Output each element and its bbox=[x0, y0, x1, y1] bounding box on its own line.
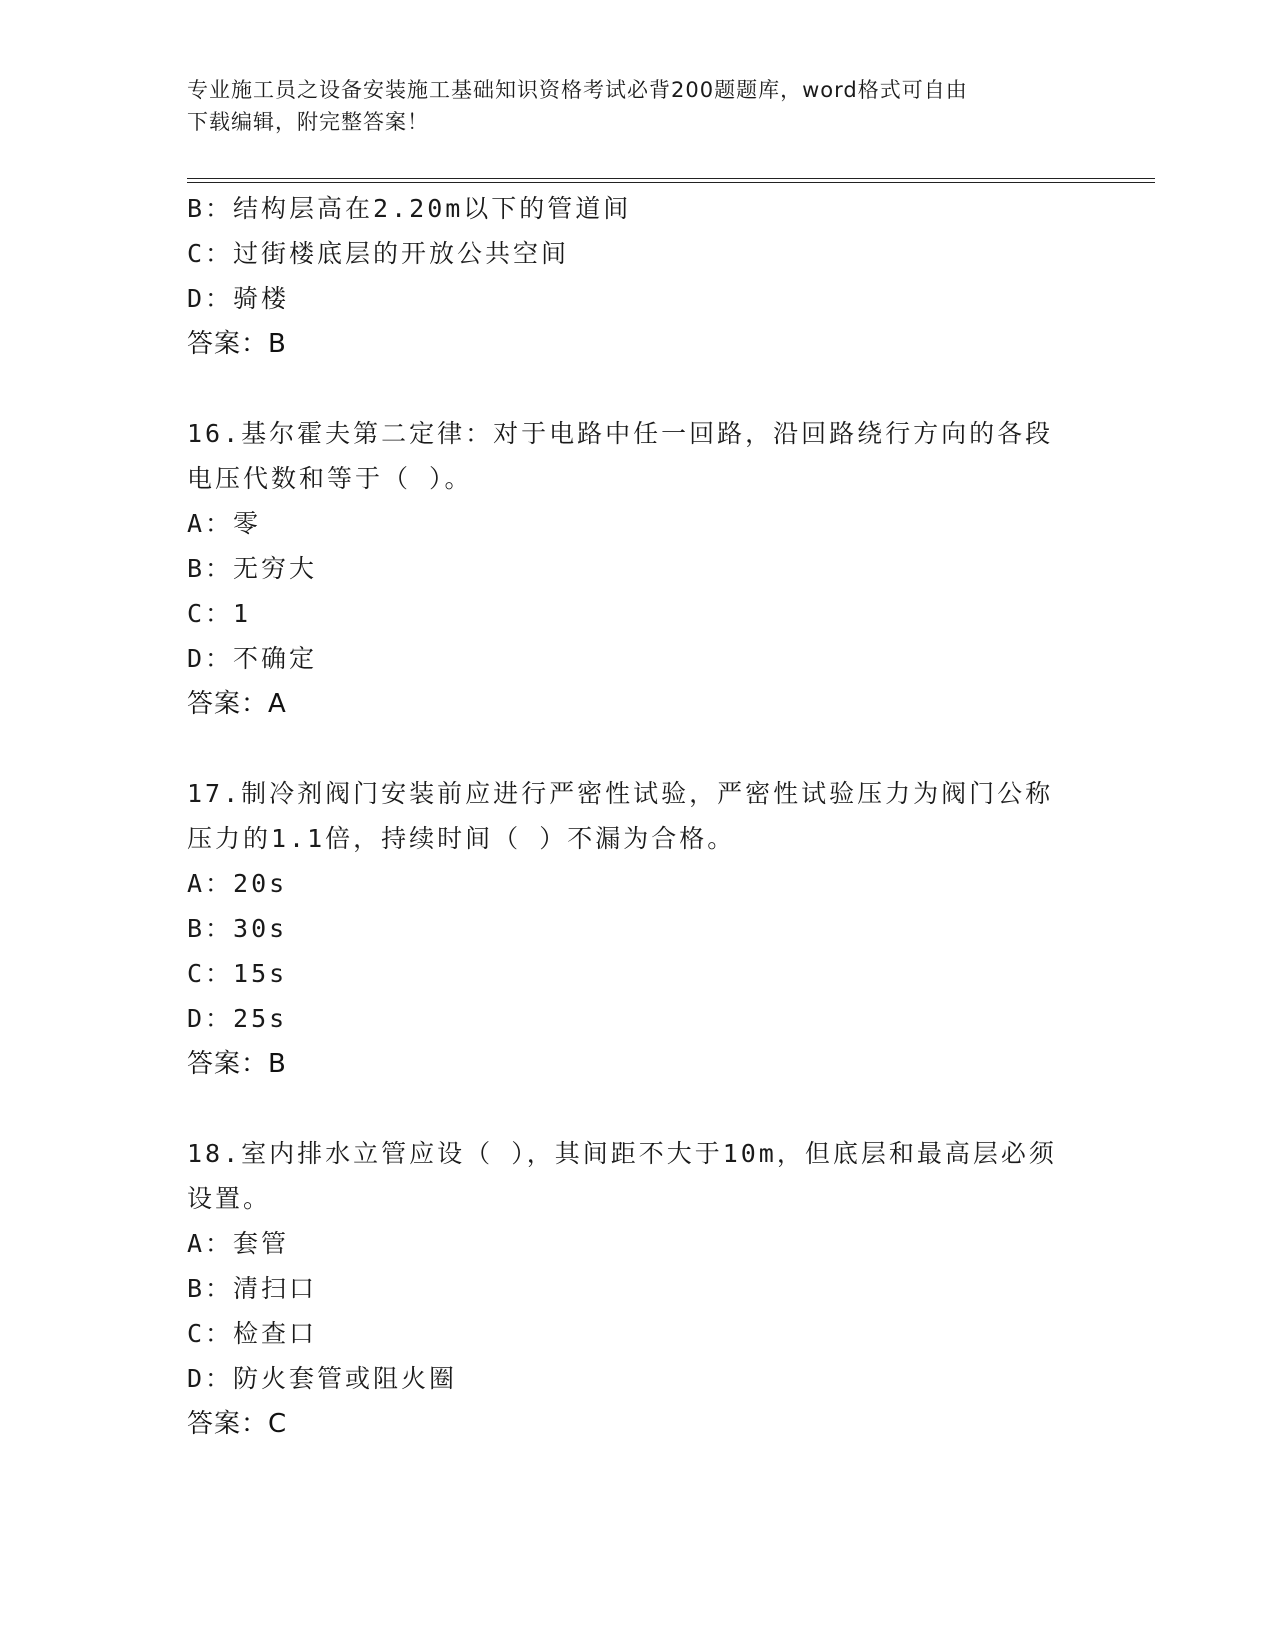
q17-answer: 答案：B bbox=[187, 1049, 287, 1079]
q17-option-b: B：30s bbox=[187, 914, 288, 943]
q16-stem-line-1: 16.基尔霍夫第二定律：对于电路中任一回路，沿回路绕行方向的各段 bbox=[187, 419, 1054, 448]
prev-option-d: D：骑楼 bbox=[187, 284, 290, 313]
q18-stem-line-2: 设置。 bbox=[187, 1184, 272, 1213]
q18-option-a: A：套管 bbox=[187, 1229, 290, 1258]
q18-option-c: C：检查口 bbox=[187, 1319, 318, 1348]
q16-option-c: C：1 bbox=[187, 599, 252, 628]
prev-option-c: C：过街楼底层的开放公共空间 bbox=[187, 239, 570, 268]
q16-stem-line-2: 电压代数和等于（ ）。 bbox=[187, 464, 473, 493]
document-header bbox=[187, 74, 1067, 138]
q18-option-b: B：清扫口 bbox=[187, 1274, 318, 1303]
header-divider-bottom bbox=[187, 182, 1155, 183]
q17-stem-line-1: 17.制冷剂阀门安装前应进行严密性试验，严密性试验压力为阀门公称 bbox=[187, 779, 1054, 808]
q16-option-a: A：零 bbox=[187, 509, 262, 538]
prev-answer: 答案：B bbox=[187, 329, 287, 359]
header-divider-top bbox=[187, 178, 1155, 179]
q18-answer: 答案：C bbox=[187, 1409, 288, 1439]
q17-option-a: A：20s bbox=[187, 869, 288, 898]
q17-option-d: D：25s bbox=[187, 1004, 288, 1033]
q17-stem-line-2: 压力的1.1倍，持续时间（ ）不漏为合格。 bbox=[187, 824, 736, 853]
q16-answer: 答案：A bbox=[187, 689, 287, 719]
q16-option-d: D：不确定 bbox=[187, 644, 318, 673]
header-line-1: 专业施工员之设备安装施工基础知识资格考试必背200题题库，word格式可自由 bbox=[187, 78, 968, 102]
prev-option-b: B：结构层高在2.20m以下的管道间 bbox=[187, 194, 632, 223]
q17-option-c: C：15s bbox=[187, 959, 288, 988]
q16-option-b: B：无穷大 bbox=[187, 554, 318, 583]
q18-option-d: D：防火套管或阻火圈 bbox=[187, 1364, 458, 1393]
q18-stem-line-1: 18.室内排水立管应设（ ），其间距不大于10m，但底层和最高层必须 bbox=[187, 1139, 1057, 1168]
header-line-2: 下载编辑，附完整答案！ bbox=[187, 110, 429, 134]
